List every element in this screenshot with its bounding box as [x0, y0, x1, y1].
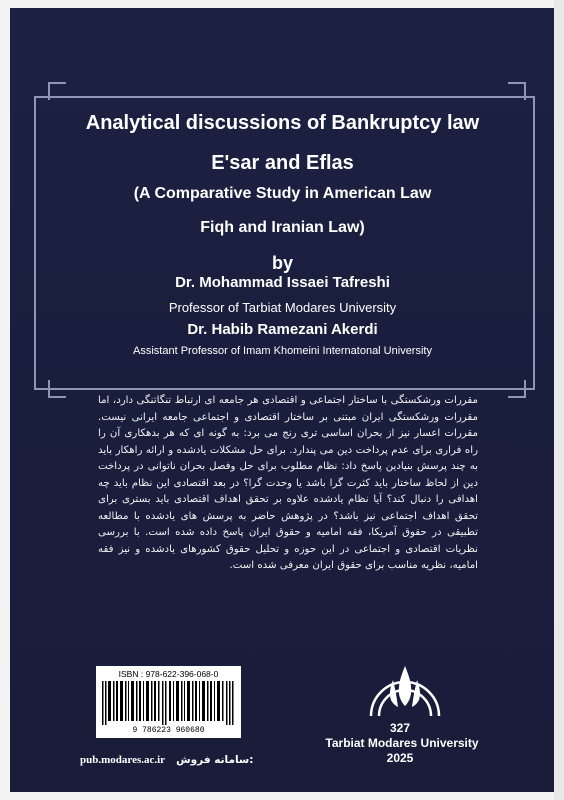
isbn-label: ISBN : 978-622-396-068-0	[118, 669, 219, 679]
sales-label: سامانه فروش:	[176, 754, 254, 766]
frame-corner-top-left	[48, 82, 66, 100]
frame-corner-bottom-left	[48, 380, 66, 398]
frame-corner-top-right	[508, 82, 526, 100]
book-subtitle-detail-line2: Fiqh and Iranian Law)	[200, 219, 365, 236]
isbn-barcode	[96, 666, 241, 738]
publication-year: 2025	[386, 751, 414, 765]
book-subtitle-detail-line1: (A Comparative Study in American Law	[133, 185, 432, 202]
book-title: Analytical discussions of Bankruptcy law	[85, 112, 480, 134]
author-affiliation: Assistant Professor of Imam Khomeini Internatonal University	[133, 345, 432, 357]
book-subtitle: E'sar and Eflas	[211, 152, 354, 174]
author-name: Dr. Mohammad Issaei Tafreshi	[175, 274, 390, 291]
barcode-digits: 9 786223 960680	[132, 726, 205, 735]
publication-number: 327	[389, 721, 411, 735]
page-edge	[554, 0, 564, 800]
frame-corner-bottom-right	[508, 380, 526, 398]
back-cover	[10, 8, 554, 792]
sales-info	[80, 748, 260, 767]
by-label: by	[271, 253, 293, 273]
publisher-name: Tarbiat Modares University	[325, 736, 479, 750]
sales-url: pub.modares.ac.ir	[80, 754, 166, 766]
university-logo-icon	[365, 660, 445, 718]
barcode-icon	[102, 681, 235, 725]
summary-text: مقررات ورشکستگی با ساختار اجتماعی و اقتصادی هر جامعه ای ارتباط تنگاتنگی دارد، اما مقررات ورشکستگی ایران مبتنی بر ساختار اقتصادی و اجتماعی جامعه ایرانی نیست. مقررات اعسار نیز از بحران اساسی تری رنج می برد: به گونه ای که هر بدهکاری آن را راه فراری برای عدم پرداخت دین می پندارد. برای حل مشکلات یادشده و ارائه راهکار باید به چند پرسش بنیادین پاسخ داد: نظام مطلوب برای حل وفصل بحران ناتوانی در پرداخت دین از لحاظ ساختار باید کثرت گرا باشد یا وحدت گرا؟ در بعد اقتصادی این نظام باید چه اهدافی را دنبال کند؟ آیا نظام یادشده علاوه بر تحقق اهداف اقتصادی باید بستری برای تحقق اهداف اجتماعی نیز باشد؟ در پژوهش حاضر به پرسش های یادشده با مطالعه تطبیقی در حقوق آمریکا، فقه امامیه و حقوق ایران پاسخ داده شده است. با بررسی نظریات اقتصادی و اجتماعی در این حوزه و تحلیل حقوق کشورهای یادشده و نیز فقه امامیه، نظریه مناسب برای حقوق ایران معرفی شده است.	[98, 395, 478, 571]
author-name: Dr. Habib Ramezani Akerdi	[187, 321, 378, 338]
author-affiliation: Professor of Tarbiat Modares University	[168, 300, 397, 315]
